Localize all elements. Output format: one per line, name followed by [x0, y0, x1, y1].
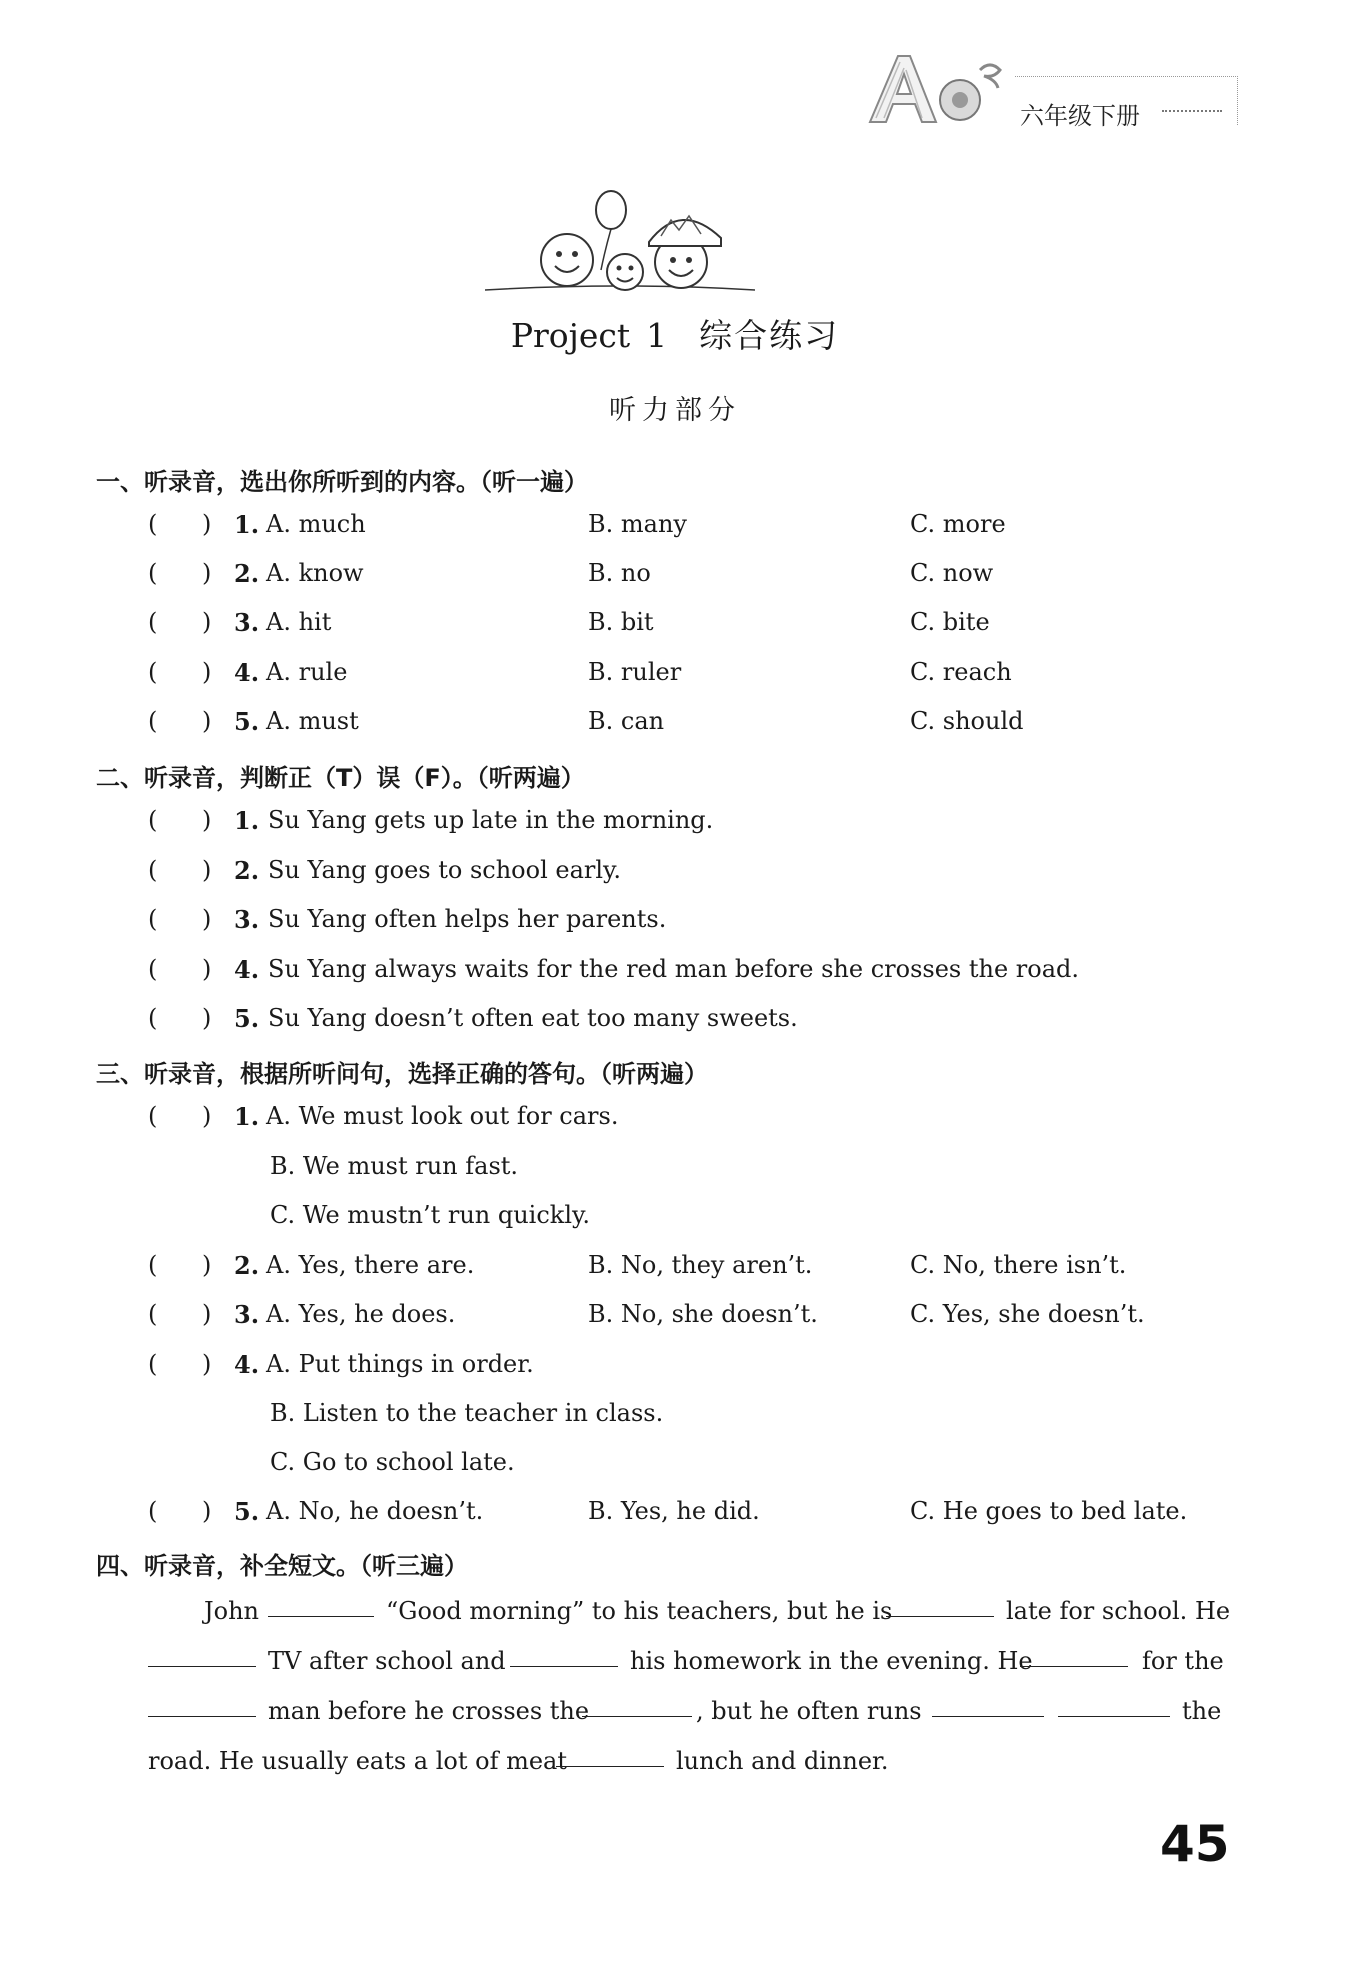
page-title [0, 310, 1350, 357]
s3-q4-option-b: B. Listen to the teacher in class. [270, 1399, 664, 1427]
title-project: Project [510, 316, 631, 355]
blank-6[interactable] [148, 1686, 256, 1717]
workbook-page: 六年级下册 Project 1 综合练习 听力部分 一、听录音，选出你所听到的内容。（听一遍） ( ) 1. A. much B. many C. more ( ) 2. A. know B. no C. now ( ) 3. A. hit B. bit C. bite ( ) 4. A. rule B. ruler C. reach ( ) 5. A. must B. can C. should 二、听录音，判断正（T）误（F）。（听两遍） ( ) 1. Su Yang gets up late in the morning. ( ) 2. Su Yang goes to school early. ( ) 3. Su Yang often helps her parents. ( ) 4. Su Yang always waits for the red man before she crosses the road. ( ) 5. Su Yang doesn’t often eat too many sweets. 三、听录音，根据所听问句，选择正确的答句。（听两遍） ( ) 1. A. We must look out for cars. B. We must run fast. C. We mustn’t run quickly. ( ) 2. A. Yes, there are. B. No, they aren’t. C. No, there isn’t. ( ) 3. A. Yes, he does. B. No, she doesn’t. C. Yes, she doesn’t. ( ) 4. A. Put things in order. B. Listen to the teacher in class. C. Go to school late. ( ) 5. A. No, he doesn’t. B. Yes, he did. C. He goes to bed late. 四、听录音，补全短文。（听三遍） John “Good morning” to his teachers, but he is late for school. He TV after school and his homework in the evening. He for the man before he crosses the , but he often runs the road. He usually eats a lot of meat lunch and dinner. 45 [0, 0, 1350, 1972]
s3-q4-option-c: C. Go to school late. [270, 1448, 515, 1476]
passage-line-1: John “Good morning” to his teachers, but he is late for school. He [148, 1586, 1218, 1636]
page-header [860, 40, 1240, 130]
passage-line-4: road. He usually eats a lot of meat lunch and dinner. [148, 1736, 1218, 1786]
section-3-heading: 三、听录音，根据所听问句，选择正确的答句。（听两遍） [96, 1060, 708, 1088]
blank-1[interactable] [268, 1586, 374, 1617]
blank-7[interactable] [582, 1686, 692, 1717]
blank-4[interactable] [510, 1636, 618, 1667]
section-2-heading: 二、听录音，判断正（T）误（F）。（听两遍） [96, 764, 585, 792]
blank-2[interactable] [886, 1586, 994, 1617]
grade-label: 六年级下册 [1020, 102, 1140, 130]
page-number: 45 [1160, 1815, 1230, 1873]
blank-8[interactable] [932, 1686, 1044, 1717]
section-4-heading: 四、听录音，补全短文。（听三遍） [96, 1552, 468, 1580]
blank-10[interactable] [556, 1736, 664, 1767]
s3-q1-option-c: C. We mustn’t run quickly. [270, 1201, 591, 1229]
blank-3[interactable] [148, 1636, 256, 1667]
blank-5[interactable] [1020, 1636, 1128, 1667]
blank-9[interactable] [1058, 1686, 1170, 1717]
header-dotted-line [1162, 110, 1222, 112]
section-1-heading: 一、听录音，选出你所听到的内容。（听一遍） [96, 468, 588, 496]
title-number: 1 [646, 316, 668, 355]
passage-line-2: TV after school and his homework in the evening. He for the [148, 1636, 1218, 1686]
s3-q1-option-b: B. We must run fast. [270, 1152, 519, 1180]
title-chinese: 综合练习 [699, 316, 840, 355]
section-subtitle: 听力部分 [609, 395, 741, 426]
a-plus-logo-icon [860, 48, 1020, 128]
passage-line-3: man before he crosses the , but he often runs the [148, 1686, 1218, 1736]
cloze-passage [148, 1586, 1231, 1786]
children-balloon-illustration-icon [485, 190, 755, 308]
